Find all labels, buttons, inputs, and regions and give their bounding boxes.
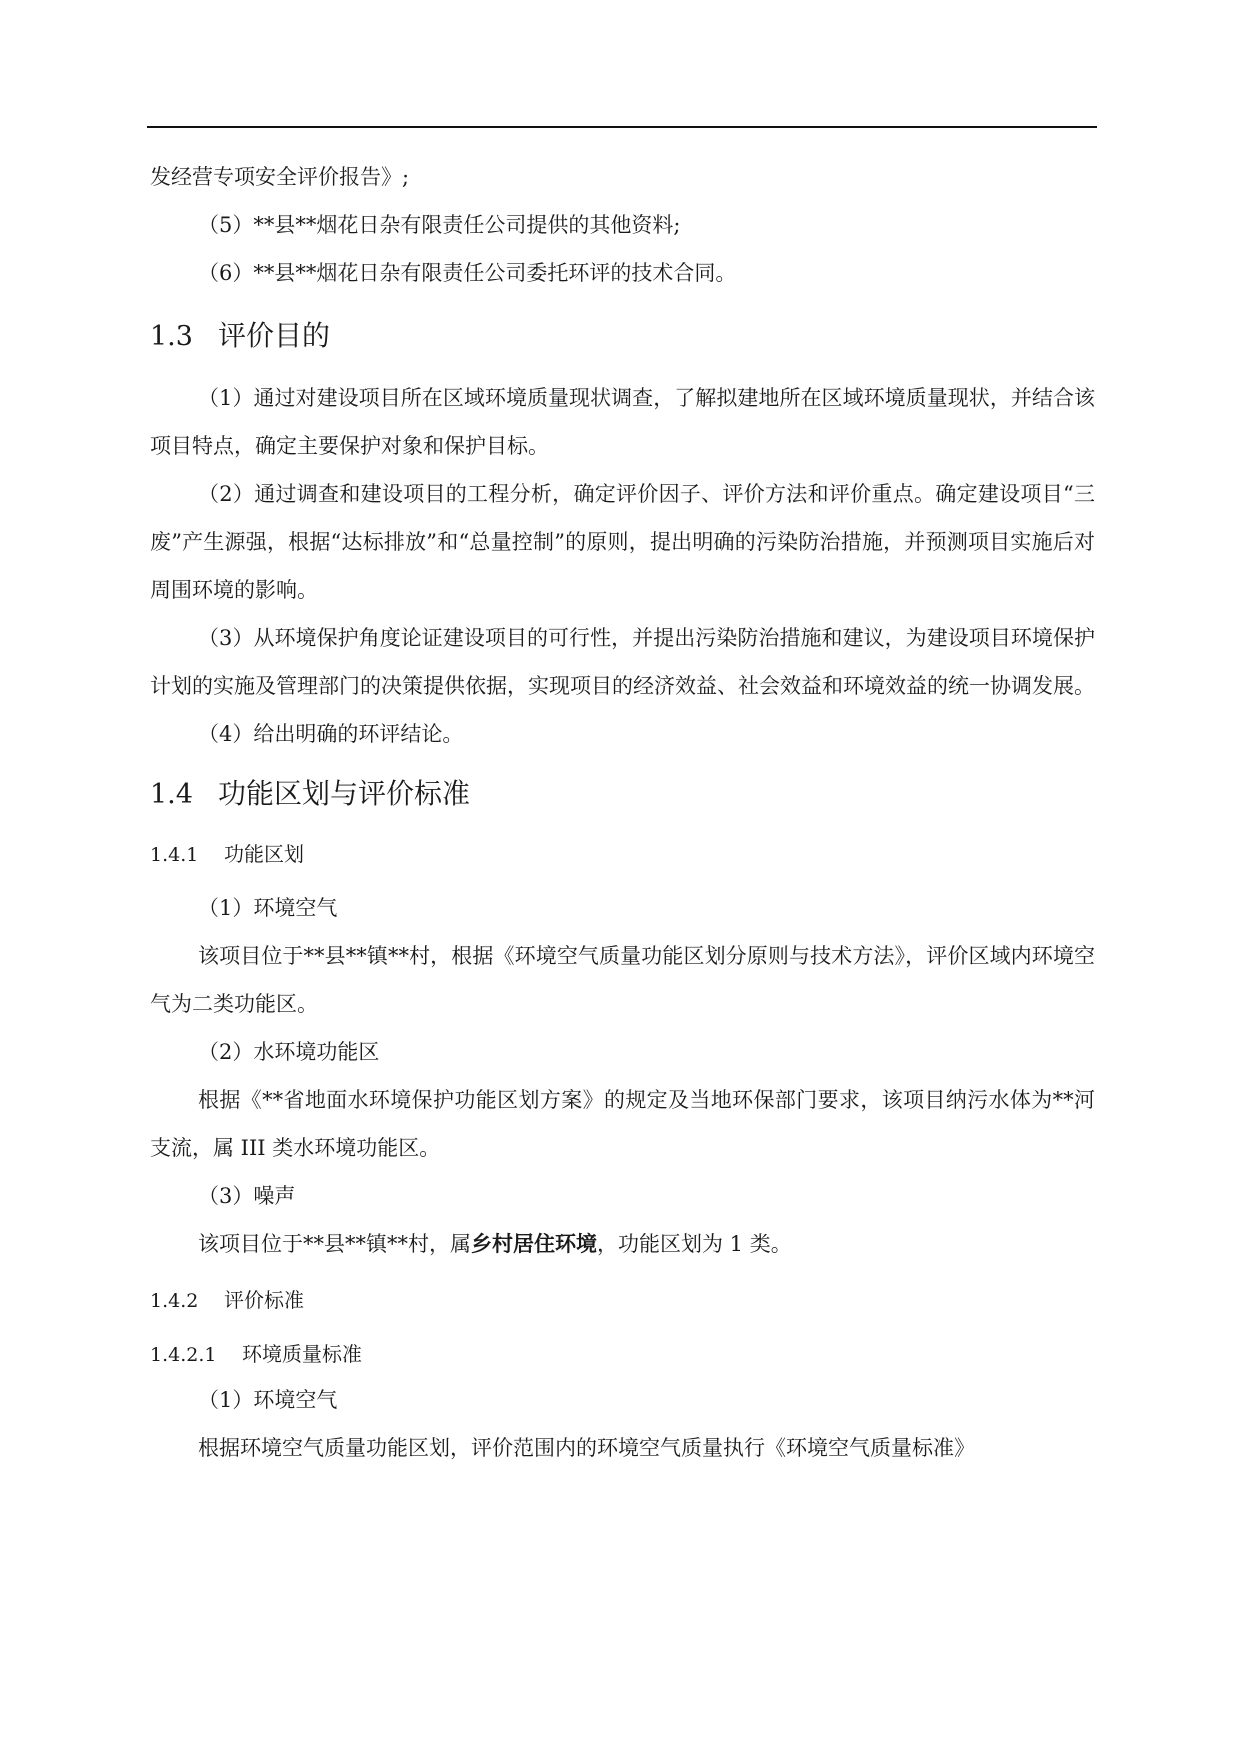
subsection-title: 功能区划 <box>224 842 304 866</box>
section-title: 评价目的 <box>218 319 331 352</box>
continuation-line: 发经营专项安全评价报告》; <box>150 165 410 189</box>
noise-text-start: 该项目位于**县**镇**村，属 <box>198 1232 471 1256</box>
section-title: 功能区划与评价标准 <box>218 777 471 810</box>
subsection-title: 评价标准 <box>224 1288 304 1312</box>
noise-zoning-paragraph <box>150 1220 1095 1268</box>
quality-air-label: （1）环境空气 <box>198 1388 338 1412</box>
subsection-number: 1.4.1 <box>150 844 199 866</box>
reference-item-5: （5）**县**烟花日杂有限责任公司提供的其他资料; <box>198 213 681 237</box>
document-body <box>150 163 1095 1472</box>
air-label: （1）环境空气 <box>198 896 338 920</box>
section-number: 1.4 <box>150 779 193 810</box>
noise-label: （3）噪声 <box>198 1184 296 1208</box>
subsection-heading-1-4-2-1 <box>150 1334 1095 1374</box>
header-rule <box>147 126 1097 128</box>
air-zoning-paragraph: 该项目位于**县**镇**村，根据《环境空气质量功能区划分原则与技术方法》，评价区域内环境空气为二类功能区。 <box>150 944 1095 1016</box>
subsection-heading-1-4-1 <box>150 834 1095 874</box>
subsection-number: 1.4.2 <box>150 1290 199 1312</box>
subsection-heading-1-4-2 <box>150 1280 1095 1320</box>
quality-air-paragraph: 根据环境空气质量功能区划，评价范围内的环境空气质量执行《环境空气质量标准》 <box>198 1436 975 1460</box>
reference-item-6: （6）**县**烟花日杂有限责任公司委托环评的技术合同。 <box>198 261 737 285</box>
water-label: （2）水环境功能区 <box>198 1040 380 1064</box>
subsection-number: 1.4.2.1 <box>150 1344 217 1366</box>
purpose-paragraph-2: （2）通过调查和建设项目的工程分析，确定评价因子、评价方法和评价重点。确定建设项目“三废”产生源强，根据“达标排放”和“总量控制”的原则，提出明确的污染防治措施，并预测项目实施后对周围环境的影响。 <box>150 482 1095 602</box>
subsection-title: 环境质量标准 <box>242 1342 362 1366</box>
purpose-paragraph-4: （4）给出明确的环评结论。 <box>198 722 464 746</box>
purpose-paragraph-3: （3）从环境保护角度论证建设项目的可行性，并提出污染防治措施和建议，为建设项目环境保护计划的实施及管理部门的决策提供依据，实现项目的经济效益、社会效益和环境效益的统一协调发展。 <box>150 626 1095 698</box>
water-zoning-paragraph: 根据《**省地面水环境保护功能区划方案》的规定及当地环保部门要求，该项目纳污水体为**河支流，属 III 类水环境功能区。 <box>150 1088 1095 1160</box>
section-heading-1-4 <box>150 770 1095 818</box>
purpose-paragraph-1: （1）通过对建设项目所在区域环境质量现状调查，了解拟建地所在区域环境质量现状，并结合该项目特点，确定主要保护对象和保护目标。 <box>150 386 1095 458</box>
section-heading-1-3 <box>150 312 1095 360</box>
noise-text-end: ，功能区划为 1 类。 <box>597 1232 792 1256</box>
section-number: 1.3 <box>150 321 193 352</box>
noise-emphasis: 乡村居住环境 <box>471 1232 597 1256</box>
